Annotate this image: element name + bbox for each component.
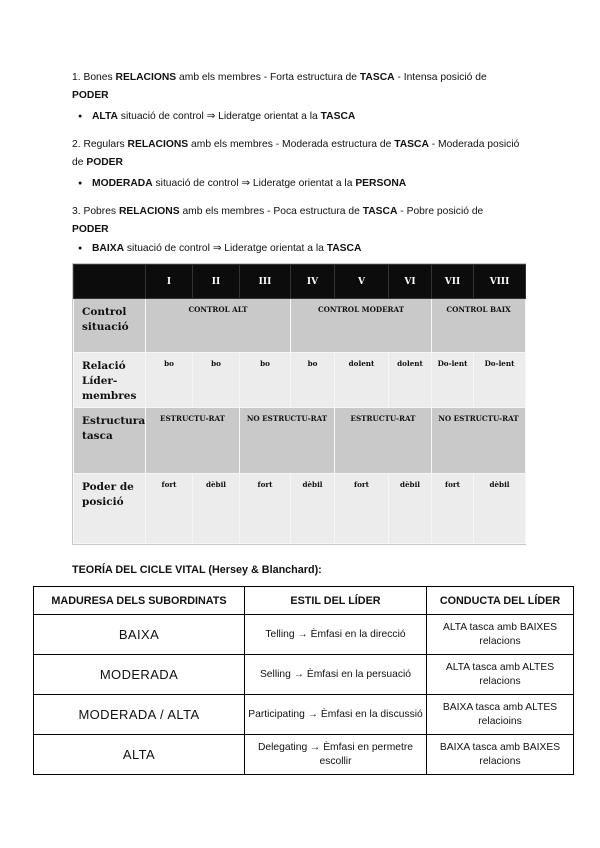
fiedler-col-header: III — [240, 265, 291, 299]
conducta-cell: BAIXA tasca amb ALTES relacioins — [427, 695, 574, 735]
fiedler-row-control — [74, 299, 526, 353]
fiedler-cell: fort — [432, 474, 474, 544]
p1-mid2: - Intensa posició de — [394, 72, 487, 83]
fiedler-cell: bo — [193, 353, 240, 408]
bullet-1-text: situació de control ⇒ Lideratge orientat a la — [117, 111, 321, 122]
fiedler-cell: Do-lent — [432, 353, 474, 408]
bullet-1 — [92, 110, 355, 124]
fiedler-row-poder — [74, 474, 526, 544]
fiedler-cell: Do-lent — [474, 353, 526, 408]
fiedler-cell: fort — [146, 474, 193, 544]
estil-cell: Selling → Èmfasi en la persuació — [245, 655, 427, 695]
fiedler-cell: bo — [240, 353, 291, 408]
fiedler-cell: dèbil — [389, 474, 432, 544]
p3-prefix: 3. Pobres — [72, 206, 119, 217]
p2-mid2: - Moderada posició de — [72, 139, 520, 168]
fiedler-control-group: CONTROL ALT — [146, 299, 291, 353]
bullet-1-orientation: TASCA — [320, 111, 356, 122]
p1-prefix: 1. Bones — [72, 72, 116, 83]
fiedler-cell: fort — [240, 474, 291, 544]
maduresa-cell: ALTA — [34, 735, 245, 775]
conducta-cell: ALTA tasca amb BAIXES relacions — [427, 615, 574, 655]
bullet-1-level: ALTA — [92, 111, 118, 122]
paragraph-3 — [72, 203, 528, 238]
bullet-3-level: BAIXA — [92, 243, 125, 254]
bullet-2 — [92, 177, 406, 191]
fiedler-cell: dèbil — [193, 474, 240, 544]
bullet-2-orientation: PERSONA — [355, 178, 407, 189]
p2-prefix: 2. Regulars — [72, 139, 128, 150]
fiedler-cell: dèbil — [291, 474, 335, 544]
fiedler-estructura-group: ESTRUCTU-RAT — [146, 408, 240, 474]
fiedler-col-header: V — [335, 265, 389, 299]
fiedler-control-group: CONTROL MODERAT — [291, 299, 432, 353]
fiedler-estructura-group: ESTRUCTU-RAT — [335, 408, 432, 474]
maduresa-cell: MODERADA / ALTA — [34, 695, 245, 735]
fiedler-row-relacio — [74, 353, 526, 408]
fiedler-estructura-group: NO ESTRUCTU-RAT — [432, 408, 526, 474]
p3-mid2: - Pobre posició de — [397, 206, 484, 217]
maduresa-cell: MODERADA — [34, 655, 245, 695]
p1-tasca: TASCA — [359, 72, 395, 83]
table-row — [34, 735, 574, 775]
header-conducta: CONDUCTA DEL LÍDER — [427, 587, 574, 615]
bullet-3 — [92, 242, 361, 256]
estil-cell: Delegating → Èmfasi en permetre escollir — [245, 735, 427, 775]
table-row — [34, 695, 574, 735]
fiedler-cell: fort — [335, 474, 389, 544]
p1-poder: PODER — [72, 89, 109, 101]
p3-mid1: amb els membres - Poca estructura de — [179, 206, 363, 217]
header-maduresa: MADURESA DELS SUBORDINATS — [34, 587, 245, 615]
fiedler-cell: bo — [146, 353, 193, 408]
p2-poder: PODER — [86, 156, 123, 168]
cicle-vital-title: TEORÍA DEL CICLE VITAL (Hersey & Blanchard): — [72, 564, 322, 576]
cicle-header-row — [34, 587, 574, 615]
fiedler-corner — [74, 265, 146, 299]
fiedler-row-estructura — [74, 408, 526, 474]
p2-relacions: RELACIONS — [127, 139, 189, 150]
fiedler-row-label: Estructura tasca — [74, 408, 146, 474]
fiedler-col-header: VI — [389, 265, 432, 299]
bullet-2-text: situació de control ⇒ Lideratge orientat a la — [152, 178, 356, 189]
maduresa-cell: BAIXA — [34, 615, 245, 655]
table-row — [34, 615, 574, 655]
fiedler-control-group: CONTROL BAIX — [432, 299, 526, 353]
header-estil: ESTIL DEL LÍDER — [245, 587, 427, 615]
p3-poder: PODER — [72, 223, 109, 235]
paragraph-2 — [72, 136, 528, 171]
fiedler-cell: dolent — [389, 353, 432, 408]
p1-mid1: amb els membres - Forta estructura de — [176, 72, 360, 83]
p2-mid1: amb els membres - Moderada estructura de — [188, 139, 395, 150]
fiedler-col-header: VIII — [474, 265, 526, 299]
bullet-2-level: MODERADA — [92, 178, 153, 189]
p1-relacions: RELACIONS — [115, 72, 177, 83]
fiedler-row-label: Control situació — [74, 299, 146, 353]
p3-relacions: RELACIONS — [118, 206, 180, 217]
p2-tasca: TASCA — [394, 139, 429, 150]
bullet-3-orientation: TASCA — [326, 243, 362, 254]
bullet-3-text: situació de control ⇒ Lideratge orientat a la — [124, 243, 327, 254]
fiedler-row-label: Relació Líder-membres — [74, 353, 146, 408]
cicle-vital-table — [33, 586, 574, 775]
fiedler-row-label: Poder de posició — [74, 474, 146, 544]
fiedler-header-row — [74, 265, 526, 299]
fiedler-col-header: I — [146, 265, 193, 299]
estil-cell: Telling → Èmfasi en la direcció — [245, 615, 427, 655]
estil-cell: Participating → Èmfasi en la discussió — [245, 695, 427, 735]
fiedler-col-header: IV — [291, 265, 335, 299]
table-row — [34, 655, 574, 695]
fiedler-estructura-group: NO ESTRUCTU-RAT — [240, 408, 335, 474]
conducta-cell: BAIXA tasca amb BAIXES relacions — [427, 735, 574, 775]
fiedler-table-image — [72, 263, 526, 545]
paragraph-1 — [72, 69, 528, 104]
fiedler-col-header: VII — [432, 265, 474, 299]
fiedler-cell: dèbil — [474, 474, 526, 544]
fiedler-col-header: II — [193, 265, 240, 299]
fiedler-cell: dolent — [335, 353, 389, 408]
conducta-cell: ALTA tasca amb ALTES relacions — [427, 655, 574, 695]
fiedler-cell: bo — [291, 353, 335, 408]
p3-tasca: TASCA — [362, 206, 398, 217]
